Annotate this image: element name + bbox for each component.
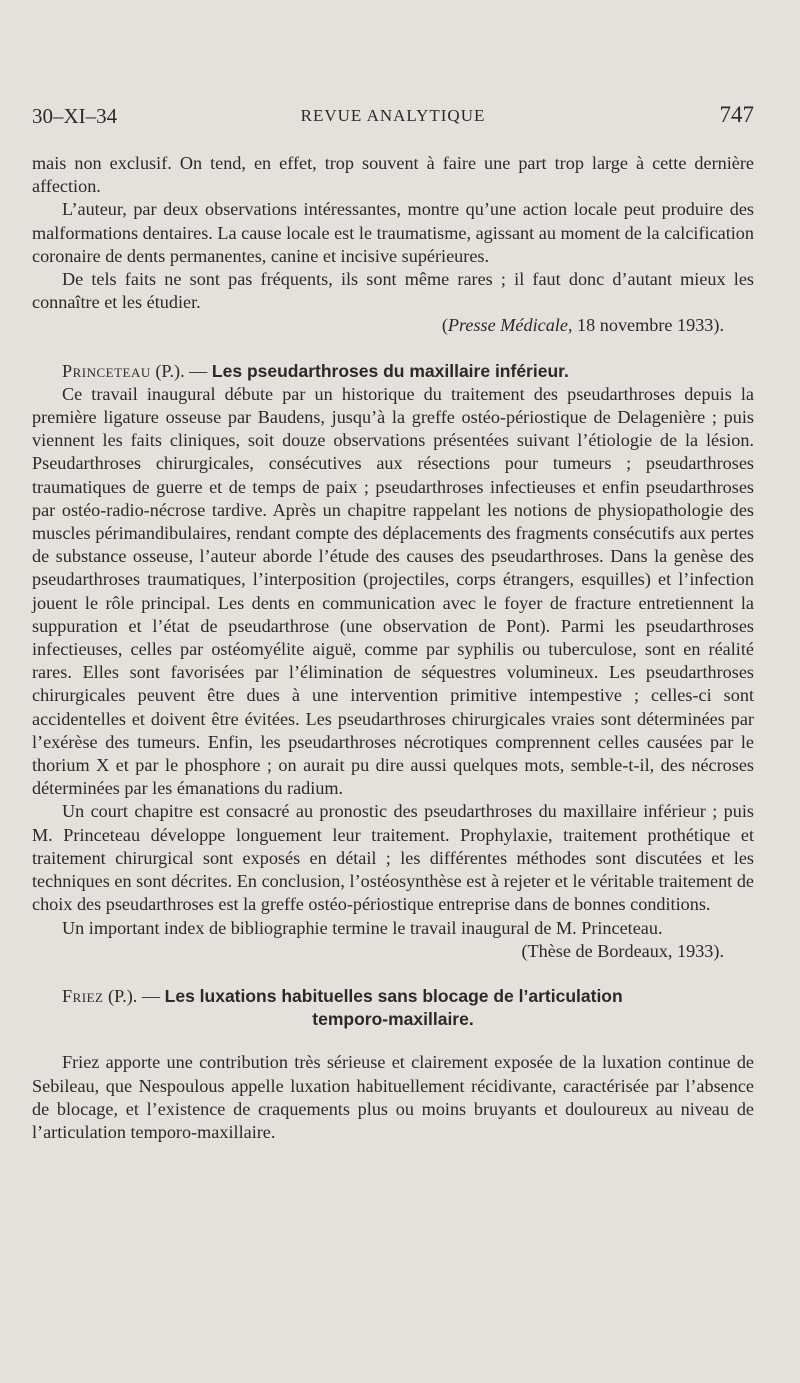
intro-paragraph-2: L’auteur, par deux observations intéressantes, montre qu’une action locale peut produire des malformations dentaires. La cause locale est le traumatisme, agissant au moment de la calcification coronaire de dents permanentes, canine et incisive supérieures. <box>32 199 754 266</box>
page-body <box>32 152 754 1144</box>
intro-reference-date: 18 novembre 1933). <box>572 315 724 336</box>
article-1-author: Princeteau <box>62 360 151 381</box>
intro-reference-journal: Presse Médicale, <box>447 315 573 336</box>
intro-reference: (Presse Médicale, 18 novembre 1933). <box>441 315 724 336</box>
page-number: 747 <box>719 102 754 127</box>
article-2-heading <box>32 985 754 1008</box>
article-2-author: Friez <box>62 985 104 1006</box>
article-2-title-line-2-row <box>32 1008 754 1031</box>
running-header <box>32 100 754 134</box>
article-1-paragraph-2: Un court chapitre est consacré au pronostic des pseudarthroses du maxillaire inférieur ; puis M. Princeteau développe longuement leur traitement. Prophylaxie, traitement prothétique et traitement chirurgical sont exposés en détail ; les différentes méthodes sont discutées et les techniques en sont décrites. En conclusion, l’ostéosynthèse est à rejeter et le véritable traitement de choix des pseudarthroses est la greffe ostéo-périostique entreprise dans de bonnes conditions. <box>32 801 754 915</box>
article-1-paragraph-3: Un important index de bibliographie termine le travail inaugural de M. Princeteau. <box>62 917 663 938</box>
article-1-title: Les pseudarthroses du maxillaire inférieur. <box>211 360 569 381</box>
article-2-title-line-1: Les luxations habituelles sans blocage de l’articulation <box>164 985 623 1006</box>
article-2-author-initial: (P.). — <box>103 985 165 1006</box>
article-1-paragraph-1: Ce travail inaugural débute par un historique du traitement des pseudarthroses depuis la première ligature osseuse par Baudens, jusqu’à la greffe ostéo-périostique de Delagenière ; puis viennent les faits cliniques, soit douze observations présentées suivant l’étiologie de la lésion. Pseudarthroses chirurgicales, consécutives aux résections pour tumeurs ; pseudarthroses traumatiques de guerre et de temps de paix ; pseudarthroses infectieuses et enfin pseudarthroses par ostéo-radio-nécrose tardive. Après un chapitre rappelant les notions de physiopathologie des muscles périmandibulaires, rendant compte des déplacements des fragments consécutifs aux pertes de substance osseuse, l’auteur aborde l’étude des causes des pseudarthroses. Dans la genèse des pseudarthroses traumatiques, l’interposition (projectiles, corps étrangers, esquilles) et l’infection jouent le rôle principal. Les dents en communication avec le foyer de fracture entretiennent la suppuration et l’état de pseudarthrose (une observation de Pont). Parmi les pseudarthroses infectieuses, celles par ostéomyélite aiguë, comme par syphilis ou tuberculose, sont en réalité rares. Elles sont favorisées par l’élimination de séquestres volumineux. Les pseudarthroses chirurgicales peuvent être dues à une intervention primitive intempestive ; celles-ci sont accidentelles et doivent être évitées. Les pseudarthroses chirurgicales vraies sont déterminées par l’exérèse des tumeurs. Enfin, les pseudarthroses nécrotiques comprennent celles causées par le thorium X et par le phosphore ; on aurait pu dire aussi quelques mots, semble-t-il, des nécroses déterminées par les émanations du radium. <box>32 383 754 799</box>
article-1-heading <box>32 360 754 383</box>
article-1-author-initial: (P.). — <box>150 360 212 381</box>
intro-paragraph-3: De tels faits ne sont pas fréquents, ils sont même rares ; il faut donc d’autant mieux les connaître et les étudier. <box>32 269 754 313</box>
article-1-reference: (Thèse de Bordeaux, 1933). <box>521 940 724 961</box>
header-date: 30–XI–34 <box>32 104 118 128</box>
header-title: REVUE ANALYTIQUE <box>300 106 486 125</box>
intro-paragraph-1: mais non exclusif. On tend, en effet, trop souvent à faire une part trop large à cette dernière affection. <box>32 153 754 197</box>
article-2-paragraph-1: Friez apporte une contribution très sérieuse et clairement exposée de la luxation continue de Sebileau, que Nespoulous appelle luxation habituellement récidivante, caractérisée par l’absence de blocage, et l’existence de craquements plus ou moins bruyants et douloureux au niveau de l’articulation temporo-maxillaire. <box>32 1052 754 1142</box>
article-2-title-line-2: temporo-maxillaire. <box>312 1009 474 1030</box>
